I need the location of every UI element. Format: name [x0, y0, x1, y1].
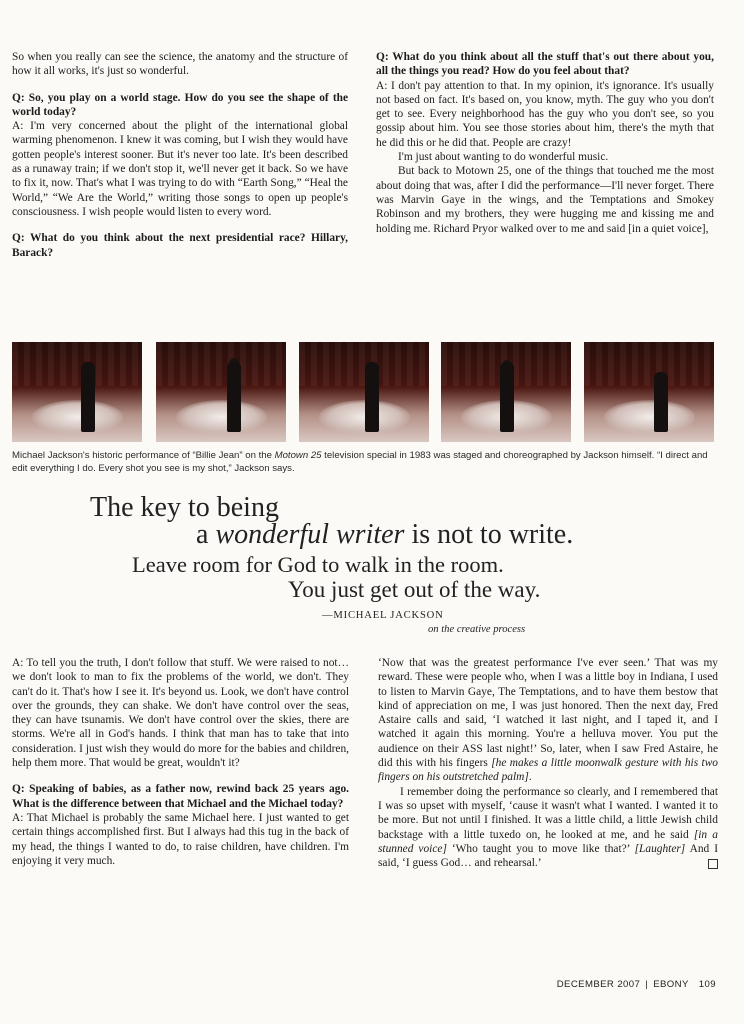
paragraph: But back to Motown 25, one of the things that touched me the most about doing that was, after I did the performance—I'll never forget. There was Marvin Gaye in the wings, and the Temptations and Smokey Robinson and my brothers, they were hugging me and kissing me and holding me. Richard Pryor walked over to me and said [in a quiet voice], [376, 165, 714, 235]
caption-text: Michael Jackson's historic performance of “Billie Jean” on the [12, 450, 275, 461]
pull-quote-text: a [196, 519, 216, 550]
caption-text: television special in 1983 was staged and choreographed by Jackson himself. “I direct and edit everything I do. Every shot you see is my shot,” Jackson says. [12, 450, 708, 474]
paragraph [378, 656, 718, 785]
bottom-right-column [378, 656, 718, 870]
answer: A: That Michael is probably the same Michael here. I just wanted to get certain things accomplished first. But I always had this tug in the back of my head, the things I wanted to do, to raise children, have children. I'm enjoying it very much. [12, 811, 349, 867]
footer-separator: | [645, 979, 649, 990]
end-mark-icon [708, 859, 718, 869]
question: Q: Speaking of babies, as a father now, rewind back 25 years ago. What is the difference between that Michael and the Michael today? [12, 783, 349, 810]
page-number: 109 [698, 979, 716, 990]
top-right-column [376, 50, 714, 236]
stage-direction: [Laughter] [634, 842, 686, 855]
performance-photo-3 [299, 342, 429, 442]
paragraph-text: And I said, ‘I guess God… and rehearsal.’ [378, 842, 719, 870]
paragraph-text: ‘Who taught you to move like that?’ [446, 842, 635, 855]
question: Q: So, you play on a world stage. How do you see the shape of the world today? [12, 91, 348, 118]
performance-photo-4 [441, 342, 571, 442]
pull-quote-italic: wonderful writer [215, 519, 405, 550]
pull-quote-line-4: You just get out of the way. [288, 577, 541, 602]
pull-quote-context: on the creative process [428, 624, 526, 635]
photo-strip [12, 342, 714, 442]
answer: A: I don't pay attention to that. In my opinion, it's ignorance. It's usually not based on fact. It's based on, you know, myth. The guy who you don't get to see. Every neighborhood has the guy who you don't see, so you gossip about him. You see those stories about him, there's the myth that he did this or he did that. People are crazy! [376, 79, 714, 149]
answer: A: I'm very concerned about the plight of the international global warming phenomenon. I knew it was coming, but I wish they would have gotten people's interest sooner. But it's never too late. It's been described as a runaway train; if we don't stop it, we'll never get it back. So we have to fix it, now. That's what I was trying to do with “Earth Song,” “Heal the World,” “We Are the World,” writing those songs to open up people's consciousness. I wish people would listen to every word. [12, 120, 348, 218]
pull-quote-line-3: Leave room for God to walk in the room. [132, 552, 504, 577]
answer: A: To tell you the truth, I don't follow that stuff. We were raised to not…we don't look to man to fix the problems of the world, we don't. They can't do it. That's how I see it. It's beyond us. Look, we don't have control over the grounds, they can shake. We don't have control over the seas, they can have tsunamis. We don't have control over the skies, there are storms. We're all in God's hands. I think that man has to take that into consideration. I just wish they would do more for the babies and children, help them more. That would be great, wouldn't it? [12, 657, 349, 770]
performance-photo-1 [12, 342, 142, 442]
bottom-left-column [12, 656, 349, 868]
paragraph-text: ‘Now that was the greatest performance I've ever seen.’ That was my reward. These were people who, when I was a little boy in Indiana, I used to listen to Marvin Gaye, The Temptations, and to have them bestow that kind of appreciation on me, I was just honored. Then the next day, Fred Astaire calls and said, ‘I watched it last night, and I taped it, and I watched it again this morning. You're a helluva mover. You put the audience on their ASS last night!’ So, later, when I saw Fred Astaire, he did this with his fingers [378, 657, 718, 770]
paragraph: So when you really can see the science, the anatomy and the structure of how it all works, it's just so wonderful. [12, 51, 348, 78]
caption-show-title: Motown 25 [274, 450, 322, 461]
paragraph-text: . [528, 771, 532, 784]
paragraph [378, 785, 718, 871]
pull-quote-line-1: The key to being [90, 492, 279, 523]
stage-direction: [in a stunned voice] [378, 828, 718, 855]
top-left-column [12, 50, 348, 260]
paragraph: I'm just about wanting to do wonderful music. [398, 151, 609, 164]
performance-photo-2 [156, 342, 286, 442]
question: Q: What do you think about all the stuff that's out there about you, all the things you read? How do you feel about that? [376, 51, 714, 78]
pull-quote-attribution: —MICHAEL JACKSON [322, 610, 444, 621]
question: Q: What do you think about the next presidential race? Hillary, Barack? [12, 232, 348, 259]
paragraph-text: I remember doing the performance so clearly, and I remembered that I was so upset with myself, ‘cause it wasn't what I wanted. I wanted it to be more. But not until I finished. It was a little child, a little Jewish child backstage with a little tuxedo on, he looked at me, and he said [378, 785, 718, 841]
footer-magazine: EBONY [653, 979, 689, 990]
pull-quote-line-2 [196, 519, 573, 551]
pull-quote-text: is not to write. [404, 519, 574, 550]
footer-date: DECEMBER 2007 [556, 979, 641, 990]
photo-caption [12, 450, 718, 475]
performance-photo-5 [584, 342, 714, 442]
stage-direction: [he makes a little moonwalk gesture with his two fingers on his outstretched palm] [378, 757, 718, 784]
page-footer [520, 979, 716, 990]
